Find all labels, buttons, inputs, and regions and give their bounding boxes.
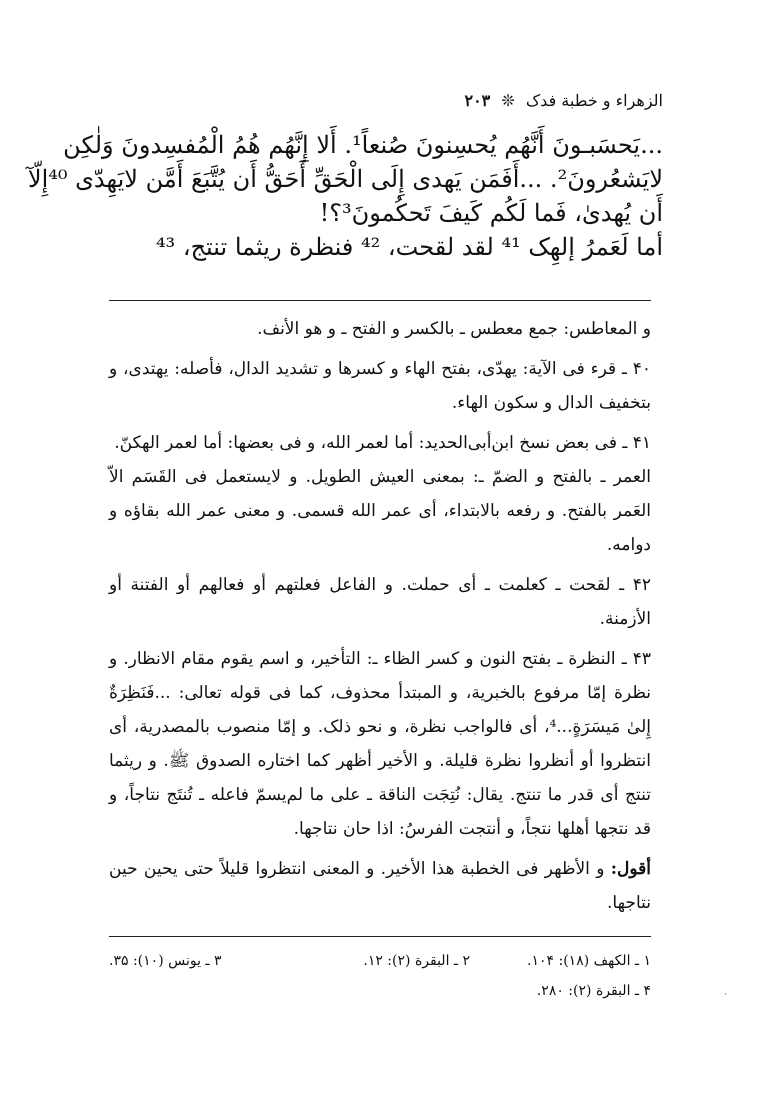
quran-verse-block [27, 128, 663, 264]
verse-line: أَن يُهدىٰ، فَما لَكُم كَيفَ تَحكُمونَ³؟! [319, 199, 663, 227]
scan-speck: · [724, 990, 727, 1000]
note-41: ۴۱ ـ فى بعض نسخ ابن‌أبى‌الحديد: أما لعمر الله، و فى بعضها: أما لعمر الهكنّ. [114, 433, 651, 453]
verse-line: ...يَحسَبـونَ أَنَّهُم يُحسِنونَ صُنعاً¹. أَلا إِنَّهُم هُمُ الْمُفسِدونَ وَلٰكِن [63, 131, 663, 159]
akul-label: أقول: [610, 859, 651, 879]
header-separator-icon: ❊ [501, 91, 515, 110]
verse-line: لايَشعُرونَ². ...أَفَمَن يَهدى إِلَى الْحَقِّ أَحَقُّ أَن يُتَّبَعَ أَمَّن لايَهِدّى ⁴⁰إِلّآ [27, 165, 663, 193]
footnote-divider [109, 936, 651, 937]
header-title: الزهراء و خطبة فدک [525, 91, 663, 110]
footnote-row [109, 946, 651, 976]
running-header [103, 90, 663, 112]
section-divider [109, 300, 651, 301]
akul-text: و الأظهر فى الخطبة هذا الأخير. و المعنى انتظروا قليلاً حتى يحين حين نتاجها. [109, 859, 651, 913]
note-43: ۴۳ ـ النظرة ـ بفتح النون و كسر الظاء ـ: التأخير، و اسم يقوم مقام الانظار. و نظرة إمّا مرفوع بالخبرية، و المبتدأ محذوف، كما فى قوله تعالى: ...فَنَظِرَةٌ إِلىٰ مَيسَرَةٍ...⁴، أى فالواجب نظرة، و نحو ذلک. و إمّا منصوب بالمصدرية، أى انتظروا أو أنظروا نظرة قليلة. و الأخير أظهر كما اختاره الصدوق ﷺ. و ريثما تنتج أى قدر ما تنتج. يقال: نُتِجَت الناقة ـ على ما لم‌يسمّ فاعله ـ تُنتَج نتاجاً، و قد نتجها أهلها نتجاً، و أنتجت الفرسُ: اذا حان نتاجها. [109, 649, 651, 839]
note-akul [109, 852, 651, 920]
commentary-notes [109, 312, 651, 920]
footnote-4: ۴ ـ البقرة (۲): ۲۸۰. [536, 983, 651, 999]
footnote-2: ۲ ـ البقرة (۲): ۱۲. [363, 953, 470, 969]
note-42: ۴۲ ـ لقحت ـ كعلمت ـ أى حملت. و الفاعل فعلتهم أو فعالهم أو الفتنة أو الأزمنة. [109, 575, 651, 629]
note-41-continued: العمر ـ بالفتح و الضمّ ـ: بمعنى العيش الطويل. و لايستعمل فى القَسَم الاّ العَمر بالفتح. و رفعه بالابتداء، أى عمر الله قسمى. و معنى عمر الله بقاؤه و دوامه. [109, 467, 651, 555]
footnotes [109, 946, 651, 1006]
footnote-1: ۱ ـ الكهف (۱۸): ۱۰۴. [527, 953, 651, 969]
page-number: ۲۰۳ [464, 91, 491, 110]
footnote-row [109, 976, 651, 1006]
note-40: ۴۰ ـ قرء فى الآية: يهدّى، بفتح الهاء و كسرها و تشديد الدال، فأصله: يهتدى، و بتخفيف الدال و سكون الهاء. [109, 359, 651, 413]
footnote-3: ۳ ـ يونس (۱۰): ۳۵. [109, 953, 222, 969]
verse-line: أما لَعَمرُ إلهِک ⁴¹ لقد لقحت، ⁴² فنظرة ريثما تنتج، ⁴³ [155, 233, 663, 261]
note-maatis: و المعاطس: جمع معطس ـ بالكسر و الفتح ـ و هو الأنف. [257, 319, 651, 339]
